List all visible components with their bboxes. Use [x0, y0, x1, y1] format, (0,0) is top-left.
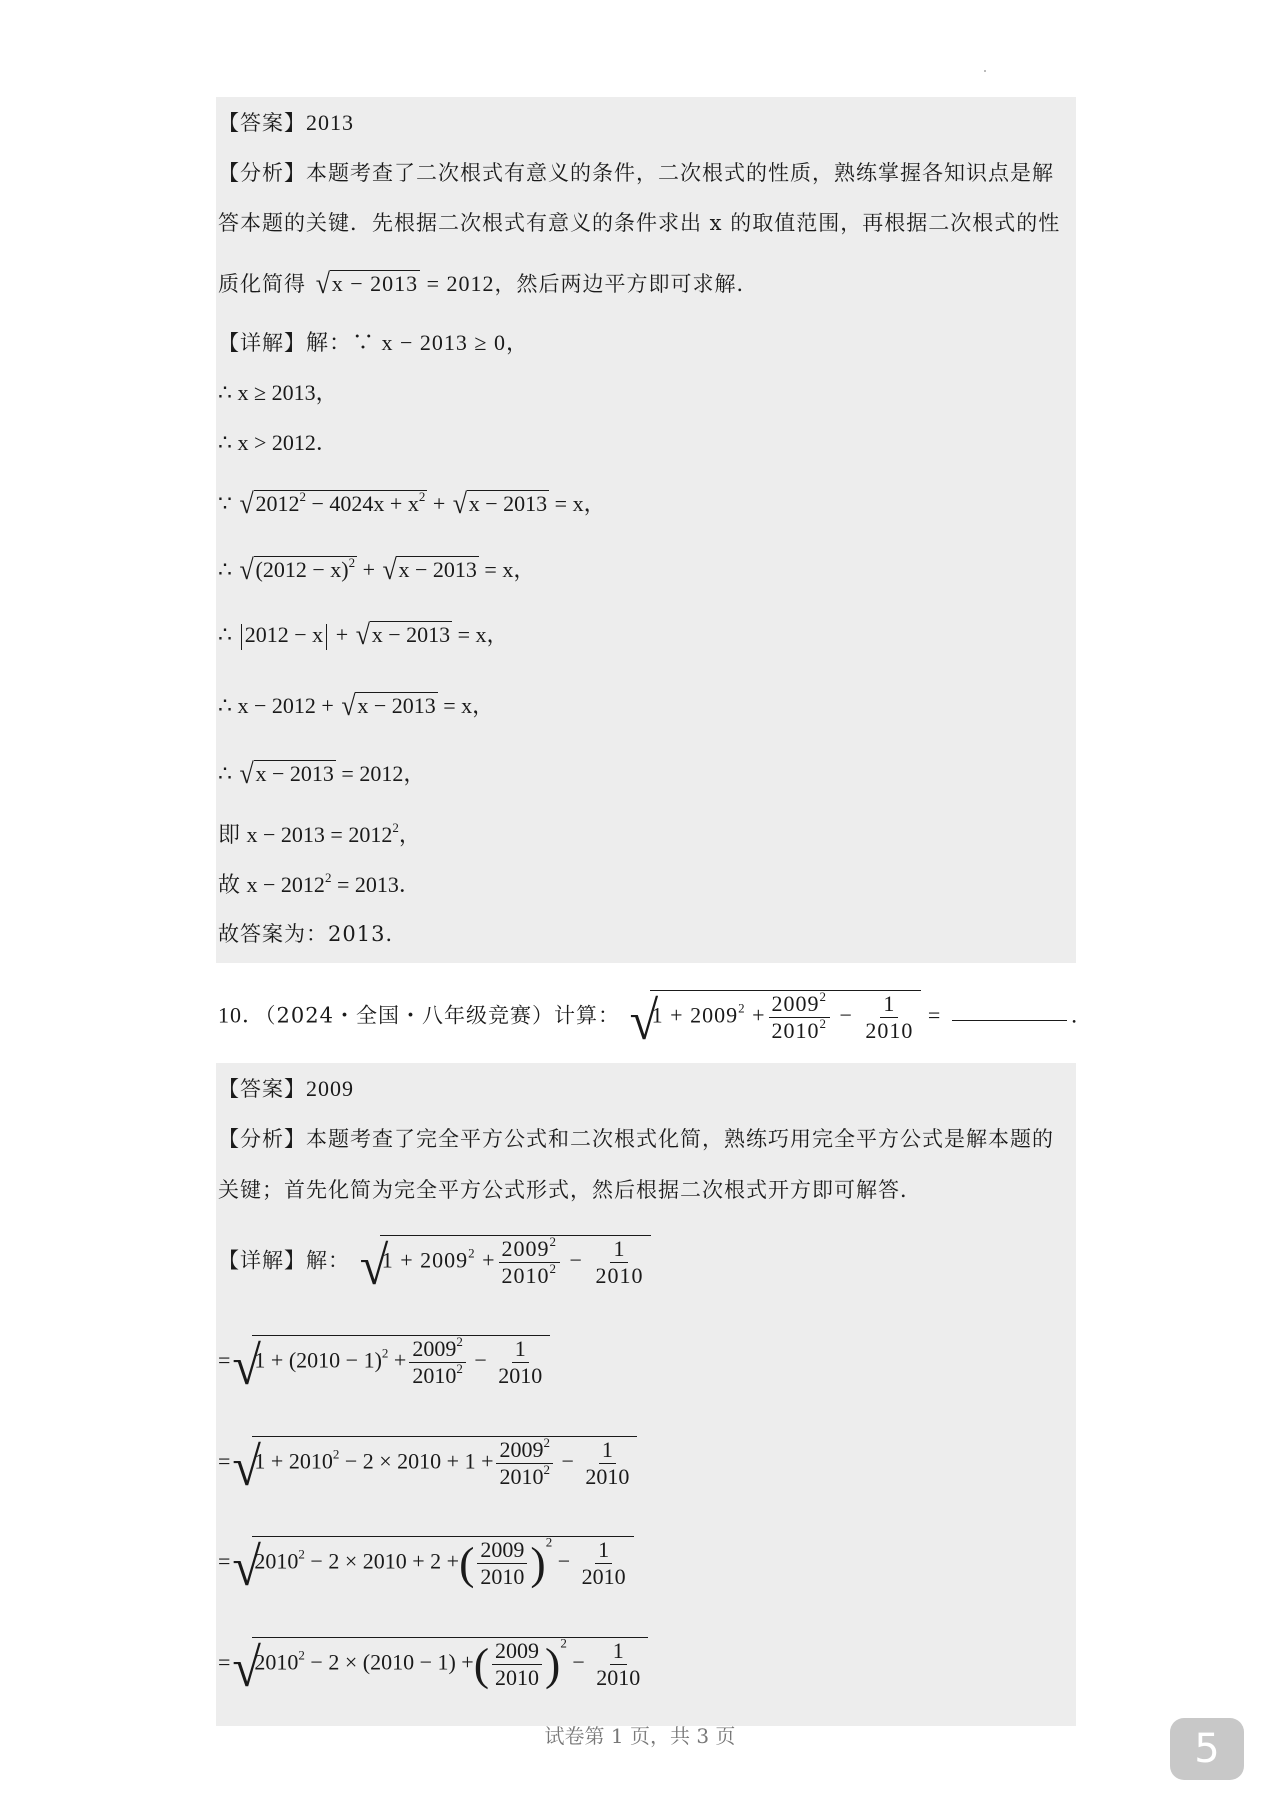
exponent: 2 [738, 1000, 746, 1016]
plus-sign: + [427, 491, 446, 516]
radicand: x − 2013 [357, 693, 436, 718]
sqrt-expression: √ x − 2013 [341, 689, 436, 722]
sqrt-expression: √ x − 2013 [355, 618, 451, 651]
radicand: x − 2013 [468, 491, 548, 516]
answer-label: 【答案】 [218, 111, 306, 135]
answer-label: 【答案】 [218, 1077, 306, 1101]
exponent: 2 [298, 1647, 305, 1663]
exponent: 2 [332, 1446, 340, 1462]
radicand-part: − 4024x + x [306, 491, 419, 516]
abs-bar-right [326, 624, 327, 650]
exponent: 2 [418, 489, 426, 504]
radicand-part: 1 + 2009 [381, 1247, 469, 1273]
abs-content: 2012 − x [244, 622, 324, 647]
equation-rhs: = x， [452, 622, 509, 647]
exponent: 2 [545, 1534, 553, 1550]
equation-rhs: = 2012， [335, 761, 426, 786]
right-paren: ) [530, 1537, 546, 1589]
sqrt-expression: √ x − 2013 [382, 553, 477, 586]
exponent: 2 [560, 1635, 567, 1651]
exponent: 2 [549, 1234, 558, 1249]
question-10 [218, 989, 1093, 1052]
denominator: 2010 [499, 1464, 544, 1489]
fraction [769, 989, 831, 1043]
step-3 [218, 487, 606, 520]
analysis-line-2: 答本题的关键．先根据二次根式有意义的条件求出 x 的取值范围，再根据二次根式的性 [218, 211, 1061, 235]
plus-sign: + [745, 1002, 766, 1028]
exponent: 2 [299, 489, 306, 504]
exponent: 2 [549, 1261, 558, 1276]
analysis-text: 本题考查了二次根式有意义的条件，二次根式的性质，熟练掌握各知识点是解 [306, 161, 1054, 185]
sqrt-expression: √ $1 + (2010 - 1)^2$ + $\frac{2009^2}{2010^2}$ − $\frac{1}{2010}$ [232, 1335, 550, 1387]
radicand-part: 1 + 2010 [254, 1448, 333, 1474]
fraction [409, 1334, 466, 1388]
numerator: 2009 [501, 1236, 550, 1261]
equals-sign: = [218, 1448, 231, 1474]
exponent: 2 [819, 989, 827, 1004]
step-e2 [218, 1435, 637, 1498]
numerator: 1 [512, 1338, 529, 1363]
equals-sign: = [218, 1649, 231, 1675]
fraction [582, 1439, 632, 1488]
denominator: 2010 [771, 1018, 820, 1043]
denominator: 2010 [585, 1464, 630, 1489]
step-2: ∴ x > 2012． [218, 430, 338, 455]
sqrt-expression: √ $2012^2 - 4024x + x^2$ [239, 487, 426, 520]
radicand-part: (2012 − x) [255, 557, 349, 582]
answer-line-1 [218, 112, 354, 134]
therefore-symbol: ∴ [218, 622, 232, 647]
fraction [592, 1238, 646, 1287]
step-1: ∴ x ≥ 2013， [218, 380, 338, 405]
analysis-line-1 [218, 163, 1054, 184]
step-7 [218, 757, 426, 790]
equation: x − 2013 = 2012 [241, 822, 393, 847]
sqrt-expression: √ $2010^2 - 2 \times 2010 + 2$ +( $\frac{2009}{2010}$ )$^2$ − $\frac{1}{2010}$ [232, 1536, 633, 1588]
detail-line [218, 1234, 651, 1297]
numerator: 1 [595, 1539, 612, 1564]
radicand-part: − 2 × 2010 + 1 + [339, 1448, 494, 1474]
punctuation: ． [1070, 1003, 1093, 1028]
analysis-text: 本题考查了完全平方公式和二次根式化简，熟练巧用完全平方公式是解本题的 [306, 1127, 1054, 1151]
denominator: 2010 [495, 1665, 540, 1690]
detail-intro: 解：∵ x − 2013 ≥ 0， [306, 330, 529, 355]
step-e1 [218, 1334, 550, 1397]
fraction [862, 993, 916, 1042]
equation: = 2013． [331, 872, 421, 897]
step-9 [218, 870, 421, 897]
fraction [499, 1234, 561, 1288]
right-paren: ) [545, 1638, 561, 1690]
minus-sign: − [468, 1347, 493, 1373]
analysis-line-3 [218, 267, 759, 300]
step-word: 即 [218, 822, 242, 847]
radicand-part: 2012 [255, 491, 300, 516]
answer-blank[interactable] [952, 1020, 1067, 1021]
exponent: 2 [348, 555, 356, 570]
plus-sign: + [388, 1347, 407, 1373]
plus-sign: + [357, 557, 375, 582]
question-source: （2024・全国・八年级竞赛）计算： [265, 1003, 620, 1028]
sqrt-expression: √ $2010^2 - 2 \times (2010 - 1)$ +( $\frac{2009}{2010}$ )$^2$ − $\frac{1}{2010}$ [232, 1637, 648, 1689]
numerator: 2009 [499, 1437, 544, 1462]
radicand-part: 2010 [254, 1649, 299, 1675]
radicand: x − 2013 [398, 557, 477, 582]
fraction [593, 1640, 643, 1689]
numerator: 1 [610, 1238, 628, 1263]
fraction [477, 1539, 527, 1588]
denominator: 2010 [412, 1363, 457, 1388]
sqrt-expression: √ $1 + 2009^2$ + $\frac{2009^2}{2010^2}$ − $\frac{1}{2010}$ [360, 1235, 652, 1287]
plus-sign: + [475, 1247, 496, 1273]
equals-sign: = [218, 1548, 231, 1574]
exponent: 2 [819, 1016, 827, 1031]
numerator: 1 [610, 1640, 627, 1665]
therefore-symbol: ∴ [218, 761, 232, 786]
sqrt-expression: √ x − 2013 [315, 267, 419, 300]
fraction [492, 1640, 542, 1689]
scan-speck [984, 70, 986, 72]
fraction [495, 1338, 545, 1387]
numerator: 2009 [477, 1539, 527, 1564]
detail-line [218, 332, 529, 354]
numerator: 2009 [492, 1640, 542, 1665]
equals-sign: = [921, 1002, 948, 1028]
fraction [496, 1435, 553, 1489]
radicand: x − 2013 [331, 271, 419, 296]
numerator: 2009 [771, 991, 820, 1016]
step-4 [218, 553, 536, 586]
answer-panel-2 [216, 1063, 1076, 1726]
radicand-part: 2010 [254, 1548, 299, 1574]
minus-sign: − [833, 1002, 860, 1028]
answer-line-2 [218, 1078, 354, 1100]
exponent: 2 [298, 1546, 305, 1562]
radicand: x − 2013 [255, 761, 334, 786]
sqrt-expression: √ $1 + 2009^2$ + $\frac{2009^2}{2010^2}$ − $\frac{1}{2010}$ [630, 990, 922, 1042]
answer-value: 2009 [306, 1076, 354, 1101]
detail-label: 【详解】 [218, 331, 306, 355]
page-number-badge[interactable]: 5 [1170, 1718, 1244, 1780]
numerator: 1 [599, 1439, 616, 1464]
equation-rhs: = x， [478, 557, 536, 582]
denominator: 2010 [498, 1363, 543, 1388]
denominator: 2010 [595, 1263, 644, 1288]
step-8 [218, 820, 421, 847]
analysis-line-1 [218, 1129, 1054, 1150]
equation-lhs: ∴ x − 2012 + [218, 693, 334, 718]
minus-sign: − [555, 1448, 580, 1474]
analysis-text: 质化简得 [218, 272, 306, 296]
analysis-line-2: 关键；首先化简为完全平方公式形式，然后根据二次根式开方即可解答． [218, 1178, 922, 1202]
step-e3 [218, 1534, 634, 1598]
equation-rhs: = 2012 [420, 271, 495, 296]
fraction [579, 1539, 629, 1588]
equation-rhs: = x， [549, 491, 606, 516]
question-number: 10． [218, 1002, 266, 1028]
denominator: 2010 [581, 1564, 626, 1589]
detail-intro: 解： [306, 1248, 350, 1273]
denominator: 2010 [865, 1018, 914, 1043]
analysis-label: 【分析】 [218, 1127, 306, 1151]
minus-sign: − [566, 1649, 591, 1675]
radicand: x − 2013 [371, 622, 451, 647]
step-6 [218, 689, 495, 722]
exponent: 2 [468, 1245, 476, 1261]
plus-sign: + [330, 622, 349, 647]
answer-value: 2013 [306, 110, 354, 135]
numerator: 1 [880, 993, 898, 1018]
left-paren: ( [473, 1638, 490, 1690]
denominator: 2010 [480, 1564, 525, 1589]
conclusion: 故答案为：2013． [218, 922, 408, 946]
left-paren: ( [459, 1537, 475, 1589]
exponent: 2 [381, 1345, 389, 1361]
exponent: 2 [456, 1361, 463, 1376]
step-5 [218, 618, 509, 651]
exponent: 2 [543, 1435, 550, 1450]
page-footer: 试卷第 1 页，共 3 页 [544, 1724, 736, 1748]
sqrt-expression: √ $1 + 2010^2 - 2 \times 2010 + 1$ + $\frac{2009^2}{2010^2}$ − $\frac{1}{2010}$ [232, 1436, 637, 1488]
equals-sign: = [218, 1347, 231, 1373]
therefore-symbol: ∴ [218, 557, 232, 582]
minus-sign: − [563, 1247, 590, 1273]
exponent: 2 [456, 1334, 463, 1349]
radicand-part: − 2 × (2010 − 1) + [304, 1649, 474, 1675]
denominator: 2010 [501, 1263, 550, 1288]
analysis-label: 【分析】 [218, 161, 306, 185]
equation-rhs: = x， [437, 693, 495, 718]
radicand-part: − 2 × 2010 + 2 + [304, 1548, 460, 1574]
numerator: 2009 [412, 1336, 457, 1361]
exponent: 2 [324, 870, 332, 885]
minus-sign: − [552, 1548, 576, 1574]
step-word: 故 [218, 872, 242, 897]
because-symbol: ∵ [218, 491, 232, 516]
exponent: 2 [392, 820, 399, 835]
sqrt-expression: √ $(2012 - x)^2$ [239, 553, 356, 586]
denominator: 2010 [596, 1665, 641, 1690]
detail-label: 【详解】 [218, 1248, 306, 1273]
equation: x − 2012 [241, 872, 325, 897]
punctuation: ， [398, 822, 421, 847]
analysis-text: ，然后两边平方即可求解． [494, 272, 759, 296]
sqrt-expression: √ x − 2013 [452, 487, 548, 520]
radicand-part: 1 + 2009 [651, 1002, 739, 1028]
exponent: 2 [543, 1462, 550, 1477]
step-e4 [218, 1635, 648, 1699]
radicand-part: 1 + (2010 − 1) [254, 1347, 382, 1373]
sqrt-expression: √ x − 2013 [239, 757, 334, 790]
abs-bar-left [241, 624, 242, 650]
